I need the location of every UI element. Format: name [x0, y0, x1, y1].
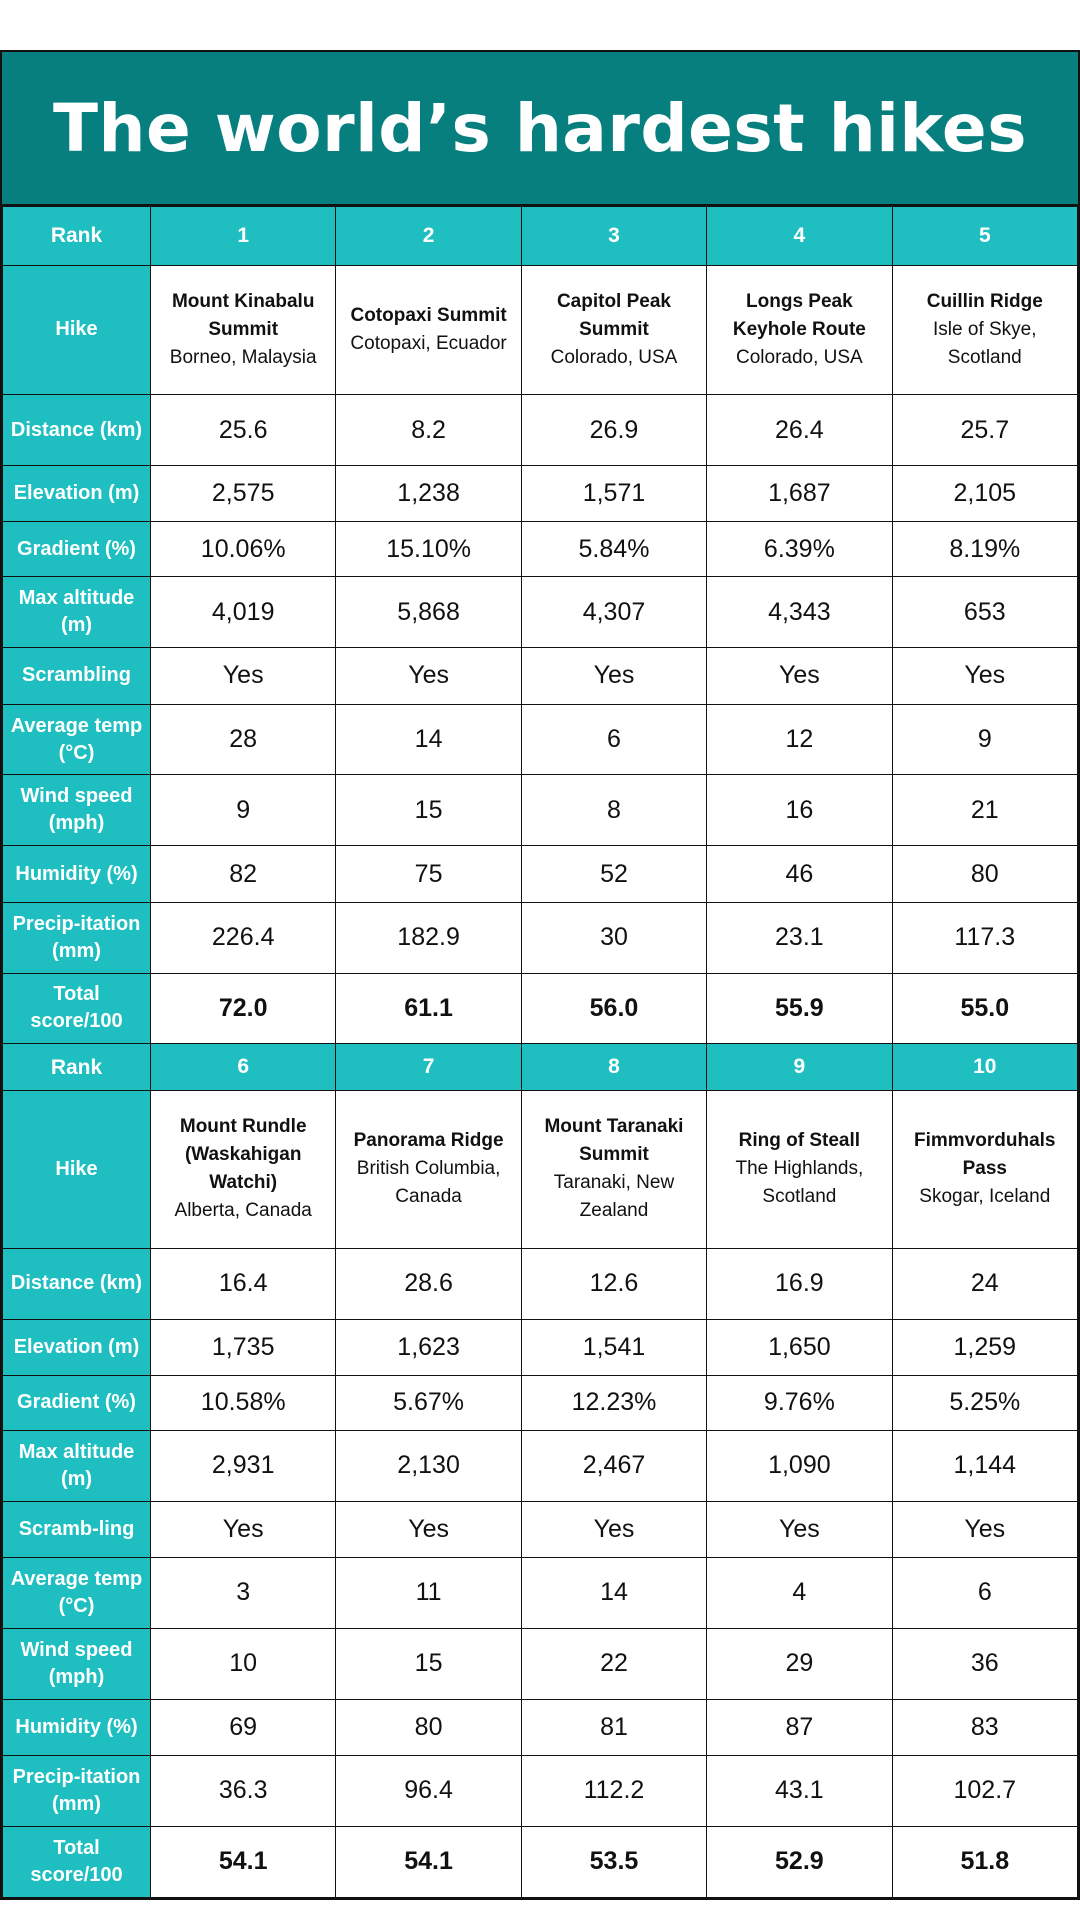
- distance-cell: 12.6: [521, 1248, 706, 1319]
- row-label-hike: Hike: [3, 265, 151, 395]
- precipitation-cell: 36.3: [151, 1755, 336, 1826]
- precipitation-cell: 43.1: [707, 1755, 892, 1826]
- wind-speed-cell: 16: [707, 775, 892, 846]
- elevation-cell: 1,571: [521, 466, 706, 522]
- scrambling-cell: Yes: [336, 1501, 521, 1557]
- row-label-precipitation: Precip-itation (mm): [3, 1755, 151, 1826]
- scrambling-cell: Yes: [336, 648, 521, 704]
- row-label-max-altitude: Max altitude (m): [3, 1430, 151, 1501]
- humidity-cell: 52: [521, 846, 706, 902]
- hike-cell: [892, 1090, 1077, 1248]
- precipitation-cell: 23.1: [707, 902, 892, 973]
- humidity-cell: 75: [336, 846, 521, 902]
- gradient-cell: 8.19%: [892, 522, 1077, 577]
- gradient-cell: 5.84%: [521, 522, 706, 577]
- rank-cell: 10: [892, 1044, 1077, 1090]
- max-altitude-cell: 5,868: [336, 577, 521, 648]
- hike-location: British Columbia, Canada: [356, 1158, 501, 1208]
- rank-cell: 7: [336, 1044, 521, 1090]
- hike-location: Cotopaxi, Ecuador: [350, 332, 507, 354]
- row-label-scrambling: Scrambling: [3, 648, 151, 704]
- total-score-cell: 54.1: [151, 1826, 336, 1897]
- row-label-humidity: Humidity (%): [3, 846, 151, 902]
- hike-name: Mount Rundle (Waskahigan Watchi): [179, 1116, 307, 1194]
- row-wind-speed: [3, 775, 1078, 846]
- max-altitude-cell: 1,090: [707, 1430, 892, 1501]
- hikes-table: [2, 206, 1078, 1898]
- row-label-max-altitude: Max altitude (m): [3, 577, 151, 648]
- row-rank: [3, 207, 1078, 266]
- total-score-cell: 72.0: [151, 973, 336, 1044]
- elevation-cell: 1,623: [336, 1319, 521, 1375]
- hike-location: Colorado, USA: [550, 346, 678, 368]
- elevation-cell: 1,541: [521, 1319, 706, 1375]
- scrambling-cell: Yes: [521, 1501, 706, 1557]
- total-score-cell: 54.1: [336, 1826, 521, 1897]
- row-label-total-score: Total score/100: [3, 1826, 151, 1897]
- elevation-cell: 1,650: [707, 1319, 892, 1375]
- distance-cell: 28.6: [336, 1248, 521, 1319]
- avg-temp-cell: 28: [151, 704, 336, 775]
- row-gradient: [3, 1375, 1078, 1430]
- distance-cell: 16.4: [151, 1248, 336, 1319]
- row-avg-temp: [3, 704, 1078, 775]
- hike-name: Fimmvorduhals Pass: [914, 1130, 1056, 1180]
- total-score-cell: 56.0: [521, 973, 706, 1044]
- avg-temp-cell: 11: [336, 1557, 521, 1628]
- avg-temp-cell: 9: [892, 704, 1077, 775]
- scrambling-cell: Yes: [707, 1501, 892, 1557]
- humidity-cell: 46: [707, 846, 892, 902]
- wind-speed-cell: 21: [892, 775, 1077, 846]
- row-label-gradient: Gradient (%): [3, 1375, 151, 1430]
- row-max-altitude: [3, 577, 1078, 648]
- total-score-cell: 55.0: [892, 973, 1077, 1044]
- distance-cell: 26.9: [521, 395, 706, 466]
- row-label-avg-temp: Average temp (°C): [3, 1557, 151, 1628]
- hike-name: Cotopaxi Summit: [350, 304, 507, 326]
- max-altitude-cell: 4,307: [521, 577, 706, 648]
- row-precipitation: [3, 1755, 1078, 1826]
- hike-name: Panorama Ridge: [353, 1130, 504, 1152]
- row-label-elevation: Elevation (m): [3, 466, 151, 522]
- max-altitude-cell: 4,343: [707, 577, 892, 648]
- row-humidity: [3, 1699, 1078, 1755]
- row-hike: [3, 265, 1078, 395]
- row-hike: [3, 1090, 1078, 1248]
- row-total-score: [3, 1826, 1078, 1897]
- row-label-distance: Distance (km): [3, 395, 151, 466]
- row-label-total-score: Total score/100: [3, 973, 151, 1044]
- avg-temp-cell: 3: [151, 1557, 336, 1628]
- wind-speed-cell: 36: [892, 1628, 1077, 1699]
- row-total-score: [3, 973, 1078, 1044]
- avg-temp-cell: 6: [892, 1557, 1077, 1628]
- gradient-cell: 6.39%: [707, 522, 892, 577]
- hike-cell: [521, 265, 706, 395]
- rank-cell: 3: [521, 207, 706, 266]
- hike-cell: [707, 1090, 892, 1248]
- gradient-cell: 10.58%: [151, 1375, 336, 1430]
- precipitation-cell: 117.3: [892, 902, 1077, 973]
- row-scrambling: [3, 648, 1078, 704]
- wind-speed-cell: 10: [151, 1628, 336, 1699]
- avg-temp-cell: 4: [707, 1557, 892, 1628]
- wind-speed-cell: 29: [707, 1628, 892, 1699]
- rank-cell: 1: [151, 207, 336, 266]
- rank-cell: 2: [336, 207, 521, 266]
- wind-speed-cell: 15: [336, 775, 521, 846]
- humidity-cell: 80: [892, 846, 1077, 902]
- rank-cell: 5: [892, 207, 1077, 266]
- avg-temp-cell: 12: [707, 704, 892, 775]
- scrambling-cell: Yes: [151, 648, 336, 704]
- wind-speed-cell: 9: [151, 775, 336, 846]
- distance-cell: 8.2: [336, 395, 521, 466]
- row-distance: [3, 1248, 1078, 1319]
- hike-cell: [336, 265, 521, 395]
- rank-cell: 8: [521, 1044, 706, 1090]
- hike-name: Longs Peak Keyhole Route: [732, 290, 866, 340]
- scrambling-cell: Yes: [892, 648, 1077, 704]
- row-distance: [3, 395, 1078, 466]
- max-altitude-cell: 4,019: [151, 577, 336, 648]
- avg-temp-cell: 6: [521, 704, 706, 775]
- hike-location: Colorado, USA: [736, 346, 863, 368]
- gradient-cell: 5.25%: [892, 1375, 1077, 1430]
- hike-cell: [521, 1090, 706, 1248]
- gradient-cell: 15.10%: [336, 522, 521, 577]
- row-wind-speed: [3, 1628, 1078, 1699]
- elevation-cell: 1,238: [336, 466, 521, 522]
- total-score-cell: 52.9: [707, 1826, 892, 1897]
- elevation-cell: 1,735: [151, 1319, 336, 1375]
- total-score-cell: 55.9: [707, 973, 892, 1044]
- row-label-gradient: Gradient (%): [3, 522, 151, 577]
- rank-cell: 4: [707, 207, 892, 266]
- hike-cell: [707, 265, 892, 395]
- row-label-rank: Rank: [3, 207, 151, 266]
- humidity-cell: 87: [707, 1699, 892, 1755]
- max-altitude-cell: 2,467: [521, 1430, 706, 1501]
- precipitation-cell: 102.7: [892, 1755, 1077, 1826]
- row-scrambling: [3, 1501, 1078, 1557]
- scrambling-cell: Yes: [707, 648, 892, 704]
- hike-name: Mount Taranaki Summit: [544, 1116, 684, 1166]
- elevation-cell: 1,259: [892, 1319, 1077, 1375]
- gradient-cell: 9.76%: [707, 1375, 892, 1430]
- gradient-cell: 10.06%: [151, 522, 336, 577]
- humidity-cell: 80: [336, 1699, 521, 1755]
- hike-name: Mount Kinabalu Summit: [171, 290, 315, 340]
- row-label-precipitation: Precip-itation (mm): [3, 902, 151, 973]
- hike-name: Capitol Peak Summit: [556, 290, 671, 340]
- distance-cell: 16.9: [707, 1248, 892, 1319]
- row-elevation: [3, 1319, 1078, 1375]
- precipitation-cell: 30: [521, 902, 706, 973]
- distance-cell: 24: [892, 1248, 1077, 1319]
- hike-cell: [151, 1090, 336, 1248]
- elevation-cell: 2,105: [892, 466, 1077, 522]
- row-label-wind-speed: Wind speed (mph): [3, 1628, 151, 1699]
- hike-location: Isle of Skye, Scotland: [933, 318, 1037, 368]
- wind-speed-cell: 15: [336, 1628, 521, 1699]
- distance-cell: 25.7: [892, 395, 1077, 466]
- hike-name: Cuillin Ridge: [926, 290, 1043, 312]
- humidity-cell: 82: [151, 846, 336, 902]
- precipitation-cell: 226.4: [151, 902, 336, 973]
- gradient-cell: 5.67%: [336, 1375, 521, 1430]
- hikes-table-frame: [0, 50, 1080, 1900]
- hike-cell: [151, 265, 336, 395]
- rank-cell: 6: [151, 1044, 336, 1090]
- gradient-cell: 12.23%: [521, 1375, 706, 1430]
- hike-location: Borneo, Malaysia: [169, 346, 317, 368]
- hike-cell: [892, 265, 1077, 395]
- row-humidity: [3, 846, 1078, 902]
- distance-cell: 25.6: [151, 395, 336, 466]
- max-altitude-cell: 2,931: [151, 1430, 336, 1501]
- wind-speed-cell: 22: [521, 1628, 706, 1699]
- title-banner: [2, 52, 1078, 206]
- humidity-cell: 81: [521, 1699, 706, 1755]
- row-label-elevation: Elevation (m): [3, 1319, 151, 1375]
- max-altitude-cell: 2,130: [336, 1430, 521, 1501]
- row-label-humidity: Humidity (%): [3, 1699, 151, 1755]
- total-score-cell: 53.5: [521, 1826, 706, 1897]
- precipitation-cell: 96.4: [336, 1755, 521, 1826]
- hike-cell: [336, 1090, 521, 1248]
- avg-temp-cell: 14: [336, 704, 521, 775]
- hike-name: Ring of Steall: [738, 1130, 861, 1152]
- page-title: The world’s hardest hikes: [53, 89, 1027, 167]
- hike-location: Alberta, Canada: [174, 1200, 312, 1222]
- scrambling-cell: Yes: [151, 1501, 336, 1557]
- total-score-cell: 61.1: [336, 973, 521, 1044]
- row-label-avg-temp: Average temp (°C): [3, 704, 151, 775]
- hike-location: Taranaki, New Zealand: [553, 1172, 675, 1222]
- row-label-distance: Distance (km): [3, 1248, 151, 1319]
- scrambling-cell: Yes: [521, 648, 706, 704]
- wind-speed-cell: 8: [521, 775, 706, 846]
- total-score-cell: 51.8: [892, 1826, 1077, 1897]
- max-altitude-cell: 653: [892, 577, 1077, 648]
- row-label-hike: Hike: [3, 1090, 151, 1248]
- row-label-wind-speed: Wind speed (mph): [3, 775, 151, 846]
- hike-location: Skogar, Iceland: [919, 1186, 1051, 1208]
- max-altitude-cell: 1,144: [892, 1430, 1077, 1501]
- row-label-rank: Rank: [3, 1044, 151, 1090]
- row-elevation: [3, 466, 1078, 522]
- row-precipitation: [3, 902, 1078, 973]
- row-gradient: [3, 522, 1078, 577]
- row-label-scrambling: Scramb-ling: [3, 1501, 151, 1557]
- humidity-cell: 83: [892, 1699, 1077, 1755]
- precipitation-cell: 182.9: [336, 902, 521, 973]
- row-rank: [3, 1044, 1078, 1090]
- humidity-cell: 69: [151, 1699, 336, 1755]
- avg-temp-cell: 14: [521, 1557, 706, 1628]
- elevation-cell: 2,575: [151, 466, 336, 522]
- row-max-altitude: [3, 1430, 1078, 1501]
- hike-location: The Highlands, Scotland: [735, 1158, 864, 1208]
- row-avg-temp: [3, 1557, 1078, 1628]
- precipitation-cell: 112.2: [521, 1755, 706, 1826]
- elevation-cell: 1,687: [707, 466, 892, 522]
- rank-cell: 9: [707, 1044, 892, 1090]
- scrambling-cell: Yes: [892, 1501, 1077, 1557]
- distance-cell: 26.4: [707, 395, 892, 466]
